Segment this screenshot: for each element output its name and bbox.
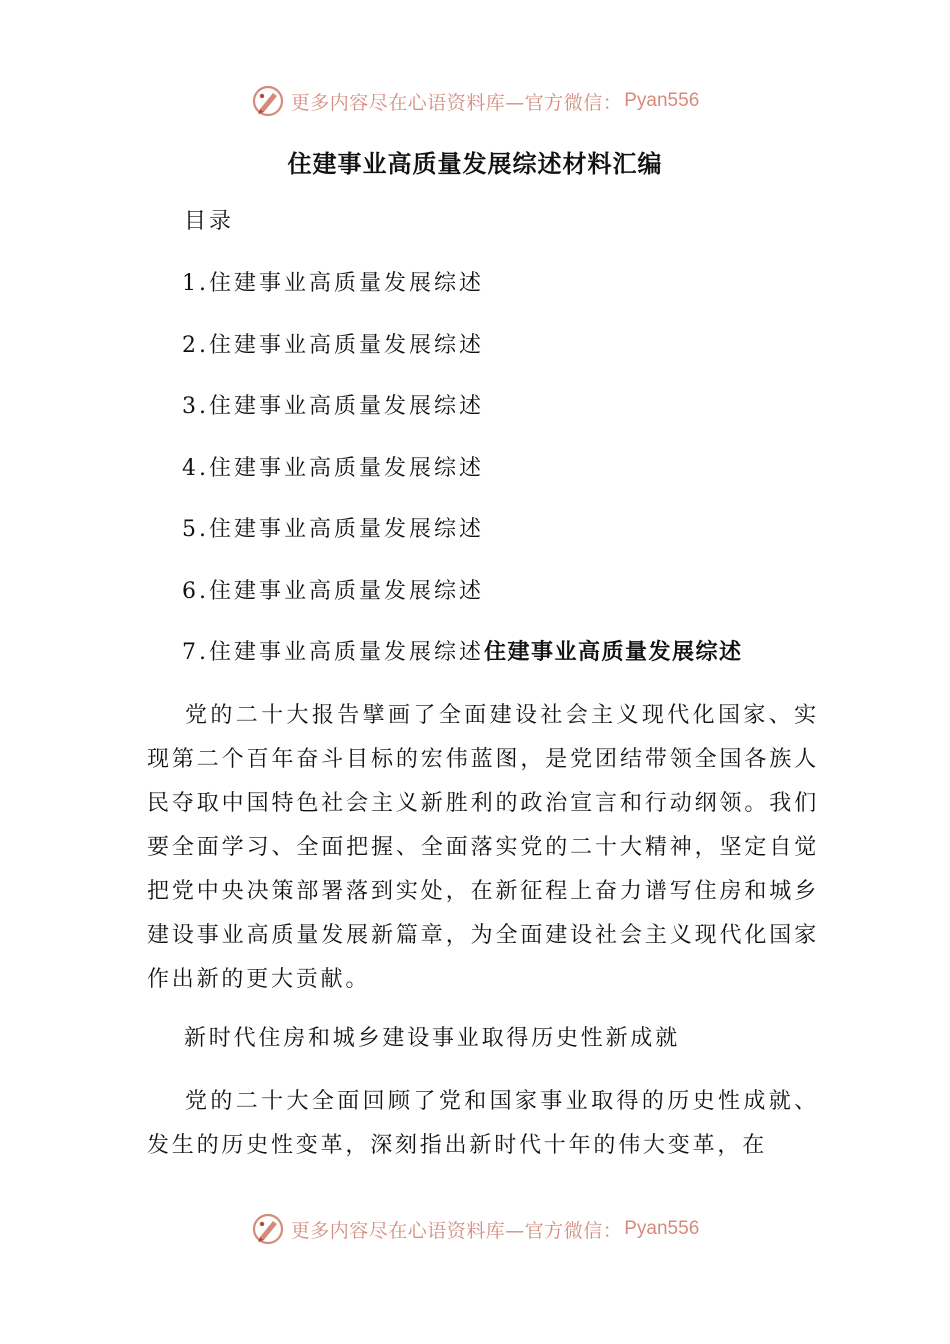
watermark-header [0,84,950,118]
watermark-footer [0,1212,950,1246]
pen-logo-icon [251,84,285,118]
section-heading: 住建事业高质量发展综述 [484,640,743,665]
watermark-text: 更多内容尽在心语资料库—官方微信： [290,1219,623,1242]
toc-item: 2.住建事业高质量发展综述 [182,332,484,358]
body-paragraph: 党的二十大全面回顾了党和国家事业取得的历史性成就、发生的历史性变革，深刻指出新时代十年的伟大变革，在 [147,1089,819,1158]
toc-item: 4.住建事业高质量发展综述 [182,455,484,481]
toc-item: 7.住建事业高质量发展综述住建事业高质量发展综述 [182,640,743,665]
watermark-text: 更多内容尽在心语资料库—官方微信： [290,91,623,114]
body-paragraph: 党的二十大报告擘画了全面建设社会主义现代化国家、实现第二个百年奋斗目标的宏伟蓝图，是党团结带领全国各族人民夺取中国特色社会主义新胜利的政治宣言和行动纲领。我们要全面学习、全面把握、全面落实党的二十大精神，坚定自觉把党中央决策部署落到实处，在新征程上奋力谱写住房和城乡建设事业高质量发展新篇章，为全面建设社会主义现代化国家作出新的更大贡献。 [147,703,819,992]
toc-item: 5.住建事业高质量发展综述 [182,517,484,542]
watermark-wechat-id: Pyan556 [624,1218,700,1239]
subsection-heading: 新时代住房和城乡建设事业取得历史性新成就 [184,1026,681,1051]
watermark-wechat-id: Pyan556 [624,90,700,111]
document-title: 住建事业高质量发展综述材料汇编 [287,150,663,178]
toc-item: 6.住建事业高质量发展综述 [182,578,484,604]
toc-item: 3.住建事业高质量发展综述 [182,394,484,419]
pen-logo-icon [251,1212,285,1246]
toc-item: 1.住建事业高质量发展综述 [182,271,484,296]
toc-heading: 目录 [184,209,235,234]
table-of-contents [182,266,902,697]
